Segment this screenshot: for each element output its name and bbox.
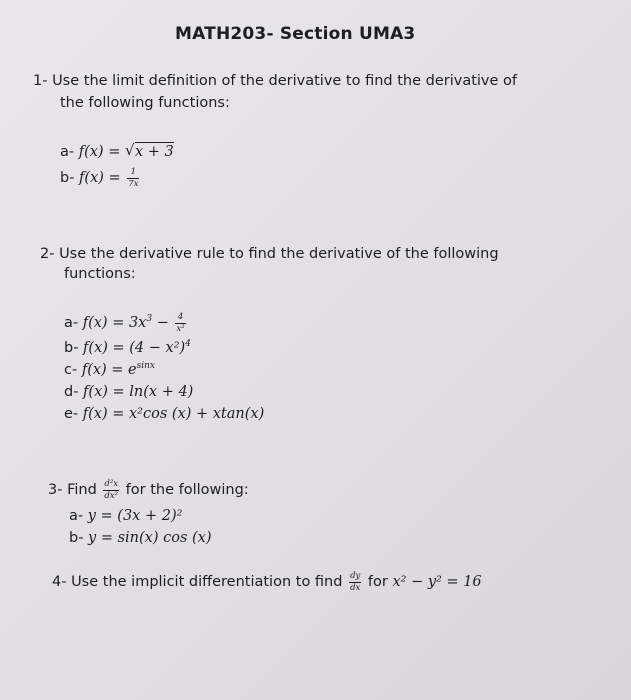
fraction xyxy=(127,168,139,188)
question-2e xyxy=(64,406,264,422)
equation-part: f(x) = 3x xyxy=(82,315,147,331)
text-part: for the following: xyxy=(121,482,249,498)
text-part: for xyxy=(363,574,393,590)
page-title: MATH203- Section UMA3 xyxy=(175,24,416,44)
item-label: b- xyxy=(69,530,89,546)
exponent: 3 xyxy=(146,314,153,324)
text-part: 3- Find xyxy=(48,482,102,498)
equation-part: − xyxy=(152,315,174,331)
question-2b xyxy=(64,340,191,356)
question-3b xyxy=(69,530,212,546)
item-label: b- xyxy=(64,340,84,356)
equation: f(x) = x²cos (x) + xtan(x) xyxy=(82,406,265,422)
question-2c xyxy=(64,362,155,378)
square-root xyxy=(125,142,174,160)
fraction-numerator: 1 xyxy=(127,168,139,179)
item-label: d- xyxy=(64,384,84,400)
question-4-text xyxy=(52,572,482,592)
question-1-text-line2: the following functions: xyxy=(60,95,230,111)
item-label: e- xyxy=(64,406,83,422)
fraction xyxy=(349,572,361,592)
item-label: a- xyxy=(60,144,79,160)
fraction-denominator: x² xyxy=(176,323,185,334)
equation-lhs: f(x) = xyxy=(78,144,125,160)
fraction xyxy=(103,480,119,500)
equation: f(x) = (4 − x²) xyxy=(83,340,186,356)
exponent: sinx xyxy=(136,361,156,371)
fraction-numerator: 4 xyxy=(175,313,185,324)
item-label: b- xyxy=(60,170,80,186)
item-label: a- xyxy=(69,508,88,524)
question-1b xyxy=(60,168,141,188)
fraction xyxy=(175,313,185,333)
question-1-text-line1: 1- Use the limit definition of the derivative to find the derivative of xyxy=(33,73,518,89)
radical-sign-icon: √ xyxy=(124,141,135,159)
equation: y = sin(x) cos (x) xyxy=(88,530,212,546)
equation: y = (3x + 2)² xyxy=(87,508,183,524)
fraction-numerator: d²x xyxy=(104,479,119,489)
fraction-denominator: dx xyxy=(350,582,361,593)
item-label: c- xyxy=(64,362,82,378)
question-1a xyxy=(60,142,174,160)
equation-lhs: f(x) = xyxy=(79,170,126,186)
question-2-text-line1: 2- Use the derivative rule to find the derivative of the following xyxy=(40,246,499,262)
radicand: x + 3 xyxy=(134,144,174,160)
fraction-numerator: dy xyxy=(350,571,361,581)
equation: f(x) = ln(x + 4) xyxy=(83,384,194,400)
question-2-text-line2: functions: xyxy=(64,266,136,282)
equation: x² − y² = 16 xyxy=(392,574,482,590)
fraction-denominator: dx² xyxy=(104,490,119,501)
question-3-text xyxy=(48,480,249,500)
item-label: a- xyxy=(64,315,83,331)
question-3a xyxy=(69,508,182,524)
exponent: 4 xyxy=(185,339,191,349)
question-2a xyxy=(64,313,188,333)
equation: f(x) = e xyxy=(81,362,137,378)
question-2d xyxy=(64,384,193,400)
fraction-denominator: 7x xyxy=(128,178,139,189)
text-part: 4- Use the implicit differentiation to find xyxy=(52,574,348,590)
